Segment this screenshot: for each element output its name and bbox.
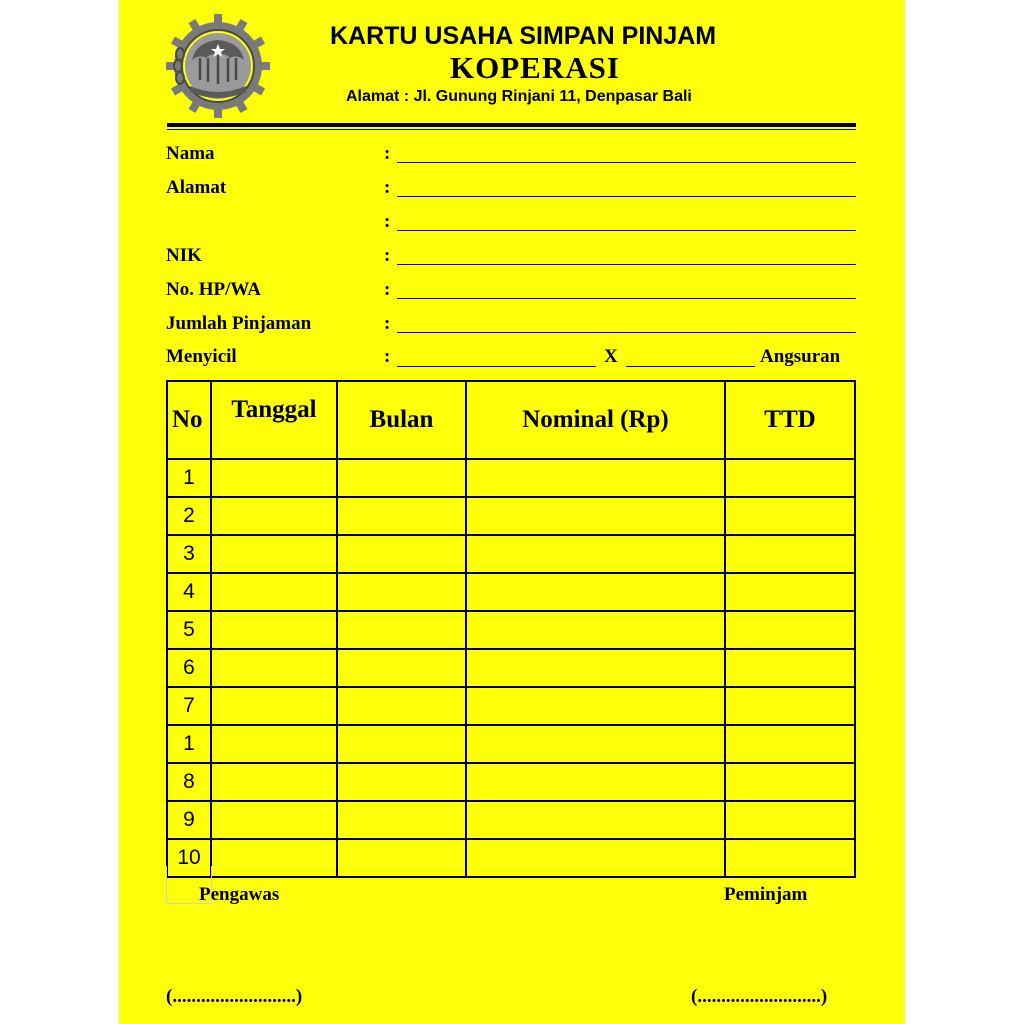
- table-row: [167, 687, 855, 725]
- cell-tanggal[interactable]: [211, 459, 337, 497]
- cell-bulan[interactable]: [337, 573, 466, 611]
- row-number: 5: [167, 611, 211, 649]
- cell-nominal[interactable]: [466, 839, 725, 877]
- header-nominal: Nominal (Rp): [466, 381, 725, 459]
- field-label-alamat: Alamat: [166, 177, 227, 198]
- cell-tanggal[interactable]: [211, 611, 337, 649]
- header-divider-thin: [167, 129, 856, 130]
- field-line-nik[interactable]: [397, 264, 856, 265]
- header-divider: [167, 123, 856, 127]
- field-label-nama: Nama: [166, 143, 215, 164]
- header-tanggal: Tanggal: [211, 381, 337, 459]
- cell-ttd[interactable]: [725, 763, 855, 801]
- cell-ttd[interactable]: [725, 535, 855, 573]
- table-row: [167, 725, 855, 763]
- header-bulan: Bulan: [337, 381, 466, 459]
- header-ttd: TTD: [725, 381, 855, 459]
- cell-ttd[interactable]: [725, 649, 855, 687]
- payment-table: [166, 380, 856, 878]
- organization-name: KOPERASI: [450, 50, 620, 85]
- cell-ttd[interactable]: [725, 801, 855, 839]
- signature-label-borrower: Peminjam: [724, 884, 808, 905]
- row-number: 10: [167, 839, 211, 877]
- field-colon: :: [384, 313, 391, 334]
- field-line-phone[interactable]: [397, 298, 856, 299]
- field-colon: :: [384, 177, 391, 198]
- card-title: KARTU USAHA SIMPAN PINJAM: [330, 22, 717, 50]
- header-no: No: [167, 381, 211, 459]
- field-colon: :: [384, 279, 391, 300]
- cell-bulan[interactable]: [337, 687, 466, 725]
- cell-tanggal[interactable]: [211, 649, 337, 687]
- cell-ttd[interactable]: [725, 687, 855, 725]
- cell-bulan[interactable]: [337, 611, 466, 649]
- cell-nominal[interactable]: [466, 649, 725, 687]
- field-line-nama[interactable]: [397, 162, 856, 163]
- cell-ttd[interactable]: [725, 497, 855, 535]
- cell-nominal[interactable]: [466, 801, 725, 839]
- field-colon: :: [384, 245, 391, 266]
- field-label-nik: NIK: [166, 245, 202, 266]
- cell-nominal[interactable]: [466, 611, 725, 649]
- cell-bulan[interactable]: [337, 497, 466, 535]
- row-number: 8: [167, 763, 211, 801]
- row-number: 3: [167, 535, 211, 573]
- cell-tanggal[interactable]: [211, 573, 337, 611]
- address-line: Alamat : Jl. Gunung Rinjani 11, Denpasar Bali: [346, 88, 692, 105]
- cell-tanggal[interactable]: [211, 687, 337, 725]
- cell-bulan[interactable]: [337, 801, 466, 839]
- cell-bulan[interactable]: [337, 839, 466, 877]
- cell-tanggal[interactable]: [211, 725, 337, 763]
- cell-tanggal[interactable]: [211, 497, 337, 535]
- cell-nominal[interactable]: [466, 497, 725, 535]
- installment-times: X: [604, 346, 618, 367]
- cell-ttd[interactable]: [725, 839, 855, 877]
- cell-nominal[interactable]: [466, 459, 725, 497]
- table-row: [167, 839, 855, 877]
- cell-bulan[interactable]: [337, 725, 466, 763]
- row-number: 7: [167, 687, 211, 725]
- field-colon: :: [384, 346, 391, 367]
- row-number: 4: [167, 573, 211, 611]
- cell-tanggal[interactable]: [211, 763, 337, 801]
- cell-tanggal[interactable]: [211, 801, 337, 839]
- row-number: 1: [167, 459, 211, 497]
- cell-tanggal[interactable]: [211, 535, 337, 573]
- cell-ttd[interactable]: [725, 611, 855, 649]
- field-line-loan-amount[interactable]: [397, 332, 856, 333]
- row-number: 1: [167, 725, 211, 763]
- row-number: 2: [167, 497, 211, 535]
- cell-bulan[interactable]: [337, 459, 466, 497]
- field-label-loan-amount: Jumlah Pinjaman: [166, 313, 312, 334]
- table-row: [167, 573, 855, 611]
- cell-nominal[interactable]: [466, 535, 725, 573]
- table-row: [167, 535, 855, 573]
- field-line-alamat[interactable]: [397, 196, 856, 197]
- field-colon: :: [384, 211, 391, 232]
- signature-line-supervisor[interactable]: (..........................): [166, 986, 303, 1007]
- row-number: 9: [167, 801, 211, 839]
- cell-bulan[interactable]: [337, 763, 466, 801]
- field-line-installment-amount[interactable]: [626, 366, 755, 367]
- field-label-installment: Menyicil: [166, 346, 237, 367]
- table-row: [167, 763, 855, 801]
- installment-suffix: Angsuran: [760, 346, 841, 367]
- table-header-row: [167, 381, 855, 459]
- signature-line-borrower[interactable]: (..........................): [691, 986, 828, 1007]
- table-row: [167, 497, 855, 535]
- cell-bulan[interactable]: [337, 535, 466, 573]
- signature-label-supervisor: Pengawas: [199, 884, 280, 905]
- koperasi-emblem-icon: [166, 14, 270, 118]
- cell-nominal[interactable]: [466, 725, 725, 763]
- row-number: 6: [167, 649, 211, 687]
- cell-tanggal[interactable]: [211, 839, 337, 877]
- cell-nominal[interactable]: [466, 763, 725, 801]
- table-row: [167, 459, 855, 497]
- cell-ttd[interactable]: [725, 725, 855, 763]
- table-row: [167, 649, 855, 687]
- cell-bulan[interactable]: [337, 649, 466, 687]
- cell-nominal[interactable]: [466, 573, 725, 611]
- field-colon: :: [384, 143, 391, 164]
- table-row: [167, 611, 855, 649]
- field-line-installment-count[interactable]: [397, 366, 596, 367]
- cell-ttd[interactable]: [725, 573, 855, 611]
- cell-ttd[interactable]: [725, 459, 855, 497]
- field-label-phone: No. HP/WA: [166, 279, 261, 300]
- cell-nominal[interactable]: [466, 687, 725, 725]
- field-line-alamat-2[interactable]: [397, 230, 856, 231]
- table-row: [167, 801, 855, 839]
